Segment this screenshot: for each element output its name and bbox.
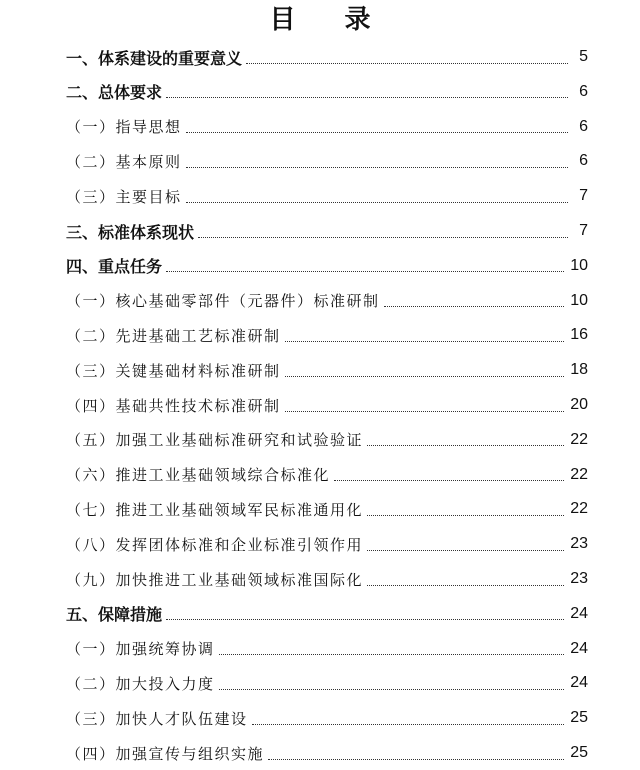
toc-subsection[interactable] — [66, 666, 588, 700]
toc-label: （四）基础共性技术标准研制 — [66, 396, 281, 415]
toc-page-number: 6 — [579, 117, 588, 135]
dot-leader — [367, 443, 564, 446]
dot-leader — [246, 61, 568, 64]
toc-page-number: 5 — [579, 48, 588, 65]
toc-section[interactable] — [66, 214, 588, 248]
toc-subsection[interactable] — [66, 110, 588, 144]
dot-leader — [166, 617, 564, 620]
toc-page-number: 7 — [579, 222, 588, 239]
toc-page-number: 22 — [570, 465, 588, 483]
dot-leader — [367, 583, 564, 586]
dot-leader — [186, 165, 568, 168]
toc-page-number: 23 — [570, 570, 588, 587]
toc-page-number: 20 — [570, 396, 588, 413]
dot-leader — [285, 374, 565, 377]
toc-label: （三）关键基础材料标准研制 — [66, 361, 281, 380]
toc-label: （五）加强工业基础标准研究和试验验证 — [66, 431, 364, 450]
toc-subsection[interactable] — [66, 353, 588, 387]
dot-leader — [252, 722, 565, 725]
toc-section[interactable] — [66, 40, 588, 74]
toc-subsection[interactable] — [66, 492, 588, 526]
toc-label: （一）核心基础零部件（元器件）标准研制 — [66, 292, 380, 311]
toc-page-number: 7 — [579, 187, 588, 205]
toc-page-number: 25 — [570, 744, 588, 761]
toc-subsection[interactable] — [66, 701, 588, 735]
toc-label: （二）先进基础工艺标准研制 — [66, 326, 281, 345]
toc-section[interactable] — [66, 75, 588, 109]
dot-leader — [384, 304, 565, 307]
toc-page-number: 18 — [570, 361, 588, 379]
toc-page-number: 22 — [570, 500, 588, 518]
toc-label: 三、标准体系现状 — [66, 222, 195, 242]
toc-label: 五、保障措施 — [66, 605, 163, 625]
toc-label: （九）加快推进工业基础领域标准国际化 — [66, 570, 364, 589]
toc-subsection[interactable] — [66, 284, 588, 318]
toc-subsection[interactable] — [66, 632, 588, 666]
toc-page-number: 22 — [570, 430, 588, 448]
toc-subsection[interactable] — [66, 388, 588, 422]
dot-leader — [219, 652, 565, 655]
dot-leader — [367, 548, 564, 551]
toc-label: （一）加强统筹协调 — [66, 640, 215, 659]
dot-leader — [268, 757, 564, 760]
toc-page-number: 24 — [570, 674, 588, 692]
toc-label: （三）加快人才队伍建设 — [66, 709, 248, 728]
toc-label: （三）主要目标 — [66, 187, 182, 206]
toc-page-number: 6 — [579, 152, 588, 170]
dot-leader — [198, 235, 568, 238]
toc-subsection[interactable] — [66, 527, 588, 561]
toc-subsection[interactable] — [66, 179, 588, 213]
dot-leader — [285, 409, 565, 412]
page-title: 目 录 — [269, 5, 391, 35]
toc-page-number: 24 — [570, 639, 588, 657]
toc-section[interactable] — [66, 597, 588, 631]
dot-leader — [166, 95, 568, 98]
dot-leader — [186, 200, 568, 203]
toc-label: 二、总体要求 — [66, 83, 163, 103]
toc-subsection[interactable] — [66, 318, 588, 352]
toc-page-number: 10 — [570, 291, 588, 309]
toc-subsection[interactable] — [66, 458, 588, 492]
toc-page-number: 16 — [570, 326, 588, 344]
toc-subsection[interactable] — [66, 144, 588, 178]
dot-leader — [285, 339, 565, 342]
toc-page-number: 25 — [570, 709, 588, 727]
toc-label: （四）加强宣传与组织实施 — [66, 744, 265, 763]
dot-leader — [186, 130, 568, 133]
toc-label: （七）推进工业基础领域军民标准通用化 — [66, 500, 364, 519]
toc-page-number: 10 — [570, 256, 588, 274]
dot-leader — [367, 513, 564, 516]
toc-label: （二）基本原则 — [66, 152, 182, 171]
dot-leader — [166, 269, 564, 272]
toc-subsection[interactable] — [66, 562, 588, 596]
toc-subsection[interactable] — [66, 423, 588, 457]
toc-subsection[interactable] — [66, 736, 588, 770]
toc-label: （一）指导思想 — [66, 118, 182, 137]
dot-leader — [334, 478, 564, 481]
toc-page-number: 6 — [579, 82, 588, 100]
toc-label: （八）发挥团体标准和企业标准引领作用 — [66, 535, 364, 554]
toc-label: （六）推进工业基础领域综合标准化 — [66, 466, 331, 485]
toc-section[interactable] — [66, 249, 588, 283]
toc-page-number: 24 — [570, 604, 588, 622]
toc-label: 四、重点任务 — [66, 257, 163, 277]
dot-leader — [219, 687, 565, 690]
toc-label: （二）加大投入力度 — [66, 674, 215, 693]
toc-label: 一、体系建设的重要意义 — [66, 48, 243, 68]
toc-page-number: 23 — [570, 535, 588, 553]
